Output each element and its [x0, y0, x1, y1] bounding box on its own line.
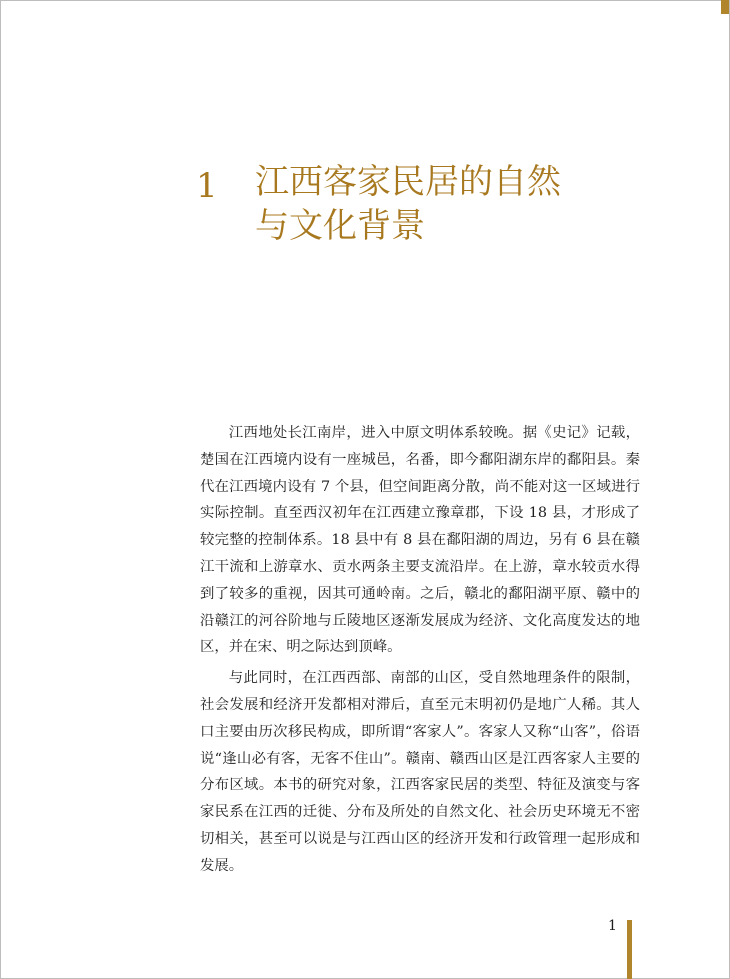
body-text	[200, 420, 640, 884]
chapter-title-line-2: 与文化背景	[255, 206, 425, 246]
chapter-title-line-1: 江西客家民居的自然	[255, 162, 561, 202]
page-number-bar	[627, 920, 632, 979]
chapter-number: 1	[196, 166, 218, 206]
paragraph-1: 江西地处长江南岸，进入中原文明体系较晚。据《史记》记载，楚国在江西境内设有一座城邑，名番，即今鄱阳湖东岸的鄱阳县。秦代在江西境内设有 7 个县，但空间距离分散，尚不能对这一区域进行实际控制。直至西汉初年在江西建立豫章郡，下设 18 县，才形成了较完整的控制体系。18 县中有 8 县在鄱阳湖的周边，另有 6 县在赣江干流和上游章水、贡水两条主要支流沿岸。在上游，章水较贡水得到了较多的重视，因其可通岭南。之后，赣北的鄱阳湖平原、赣中的沿赣江的河谷阶地与丘陵地区逐渐发展成为经济、文化高度发达的地区，并在宋、明之际达到顶峰。	[200, 425, 640, 656]
paragraph-2: 与此同时，在江西西部、南部的山区，受自然地理条件的限制，社会发展和经济开发都相对滞后，直至元末明初仍是地广人稀。其人口主要由历次移民构成，即所谓“客家人”。客家人又称“山客”，俗语说“逢山必有客，无客不住山”。赣南、赣西山区是江西客家人主要的分布区域。本书的研究对象，江西客家民居的类型、特征及演变与客家民系在江西的迁徙、分布及所处的自然文化、社会历史环境无不密切相关，甚至可以说是与江西山区的经济开发和行政管理一起形成和发展。	[200, 670, 640, 874]
chapter-title	[255, 160, 615, 248]
top-accent-bar	[721, 0, 729, 14]
page-number: 1	[608, 918, 617, 934]
